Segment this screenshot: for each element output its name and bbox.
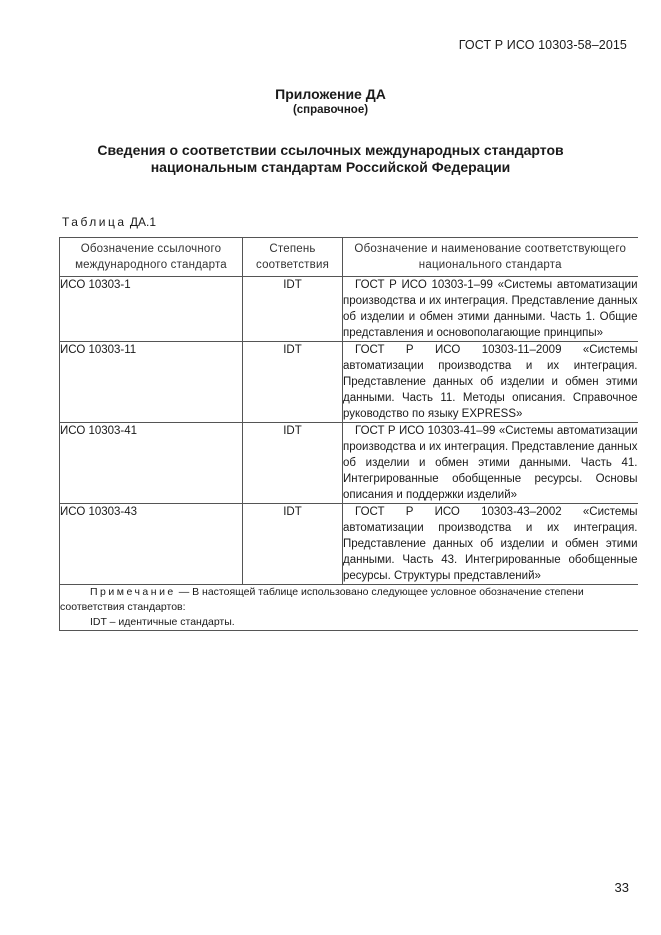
page-number: 33 [614, 880, 629, 895]
table-header-row [60, 238, 638, 277]
table-row [60, 277, 638, 342]
column-header-degree: Степень соответствия [243, 238, 343, 277]
column-header-international: Обозначение ссылочного международного стандарта [60, 238, 243, 277]
main-heading [0, 142, 661, 176]
cell-national [343, 277, 638, 342]
correspondence-table [59, 237, 638, 631]
cell-national-text: ГОСТ Р ИСО 10303-43–2002 «Системы автоматизации производства и их интеграция. Представление данных об изделии и обмен этими данными. Часть 43. Интегрированные обобщенные ресурсы. Структуры представлений» [343, 506, 638, 582]
table-caption-id: ДА.1 [129, 215, 157, 229]
table-row [60, 342, 638, 423]
column-header-national: Обозначение и наименование соответствующего национального стандарта [343, 238, 638, 277]
appendix-subtitle: (справочное) [292, 104, 369, 116]
table-row [60, 423, 638, 504]
table-caption [62, 215, 156, 229]
cell-national-text: ГОСТ Р ИСО 10303-1–99 «Системы автоматизации производства и их интеграция. Представление данных об изделии и обмен этими данными. Часть 1. Общие представления и основополагающие принципы» [343, 279, 638, 339]
main-heading-line-2: национальным стандартам Российской Федерации [150, 159, 511, 175]
appendix-title: Приложение ДА [275, 86, 386, 102]
cell-national [343, 423, 638, 504]
cell-international: ИСО 10303-41 [60, 423, 243, 504]
table-row [60, 504, 638, 585]
main-heading-line-1: Сведения о соответствии ссылочных международных стандартов [97, 142, 564, 158]
standard-code-header: ГОСТ Р ИСО 10303-58–2015 [458, 38, 627, 52]
cell-international: ИСО 10303-1 [60, 277, 243, 342]
cell-degree: IDT [243, 342, 343, 423]
table-note-text: В настоящей таблице использовано следующее условное обозначение степени соответствия стандартов: [60, 586, 584, 613]
table-note-row [60, 585, 638, 631]
table-note-dash: — [175, 586, 193, 598]
table-note-label: Примечание [90, 586, 176, 598]
cell-degree: IDT [243, 423, 343, 504]
cell-international: ИСО 10303-11 [60, 342, 243, 423]
cell-degree: IDT [243, 504, 343, 585]
cell-national-text: ГОСТ Р ИСО 10303-11–2009 «Системы автоматизации производства и их интеграция. Представление данных об изделии и обмен этими данными. Часть 11. Методы описания. Справочное руководство по языку EXPRESS» [343, 344, 638, 420]
table-note-body [60, 585, 638, 615]
cell-degree: IDT [243, 277, 343, 342]
cell-national [343, 342, 638, 423]
table-note [60, 585, 638, 631]
table-caption-word: Таблица [62, 215, 127, 229]
cell-national [343, 504, 638, 585]
cell-national-text: ГОСТ Р ИСО 10303-41–99 «Системы автоматизации производства и их интеграция. Представление данных об изделии и обмен этими данными. Часть 41. Интегрированные обобщенные ресурсы. Основы описания и поддержки изделий» [343, 425, 638, 501]
cell-international: ИСО 10303-43 [60, 504, 243, 585]
table-note-item: IDT – идентичные стандарты. [90, 616, 235, 628]
